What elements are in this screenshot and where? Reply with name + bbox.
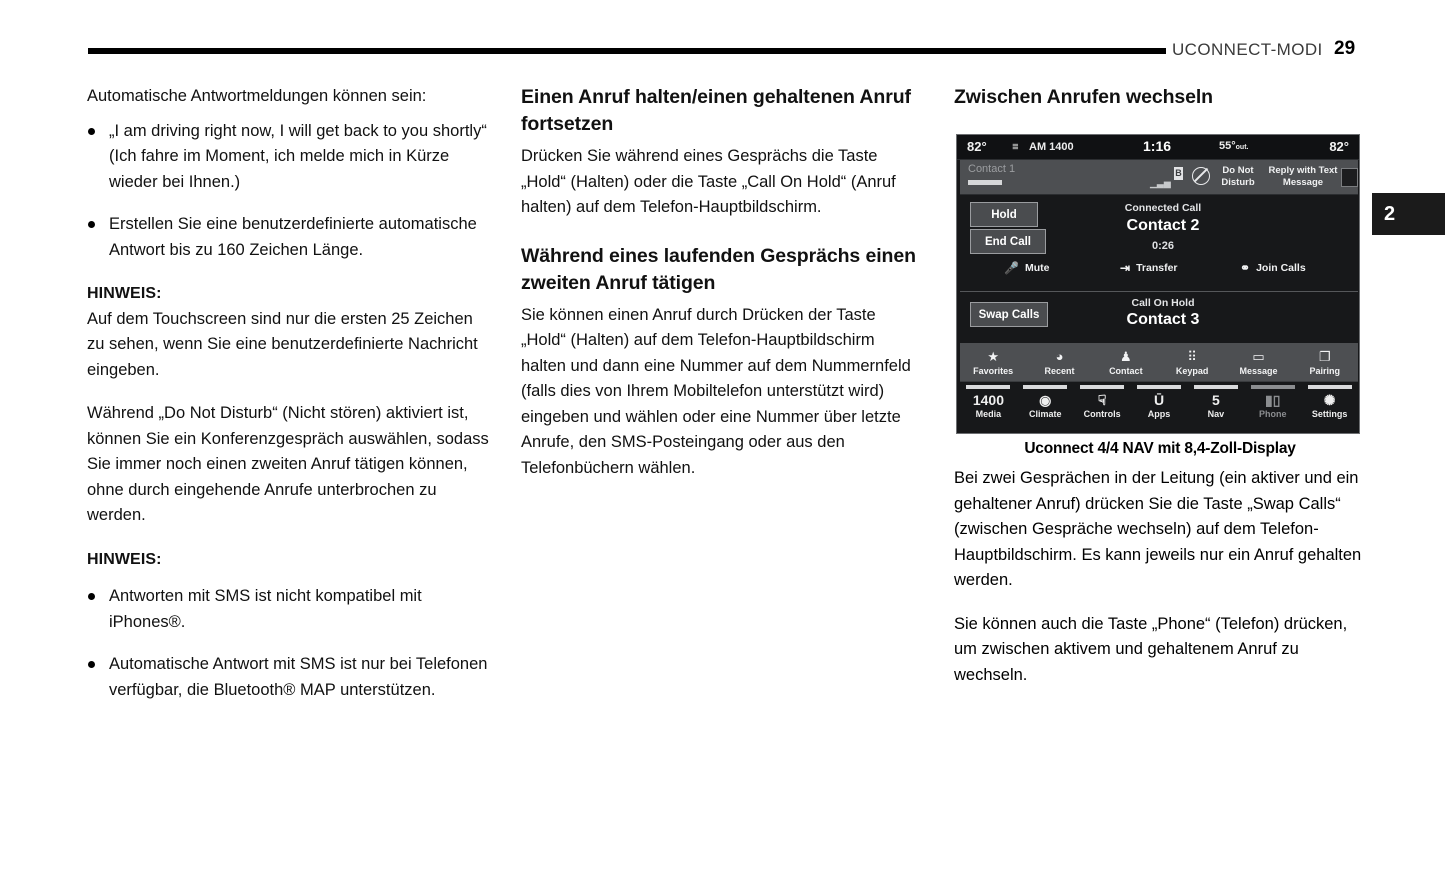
list-item-text: Automatische Antwort mit SMS ist nur bei Telefonen verfügbar, die Bluetooth® MAP unterstützen. [109,655,488,699]
section-heading-second-call: Während eines laufenden Gesprächs einen zweiten Anruf tätigen [521,244,916,294]
mute-label: Mute [1024,262,1050,274]
nav-item-label: Media [975,409,1002,419]
join-calls-label: Join Calls [1256,262,1306,274]
note-label: HINWEIS: [87,285,162,302]
radio-station-label: AM 1400 [1029,141,1074,153]
phone-tab-pairing[interactable] [1292,343,1358,383]
end-call-button[interactable]: End Call [970,229,1046,254]
section-body-hold-call: Drücken Sie während eines Gesprächs die Taste „Hold“ (Halten) oder die Taste „Call On Hold“ (Anruf halten) auf dem Telefon-Hauptbildschirm. [521,147,896,216]
phone-tab-label: Favorites [973,366,1014,376]
person-icon: ♟ [1119,349,1132,364]
uconnect-contact-bar [960,160,1358,195]
bullet-dot-icon [88,661,95,668]
uconnect-status-bar [957,135,1359,160]
section-heading-hold-call: Einen Anruf halten/einen gehaltenen Anruf fortsetzen [521,86,911,135]
list-item [87,119,491,196]
column-3 [954,84,1366,117]
swap-calls-button[interactable]: Swap Calls [970,302,1048,327]
apps-icon: Ū [1153,392,1165,408]
list-item-text: „I am driving right now, I will get back to you shortly“ (Ich fahre im Moment, ich melde mich in Kürze wieder bei Ihnen.) [109,121,487,191]
passenger-temp-readout: 82° [1329,139,1349,154]
column-1 [87,84,491,703]
bullet-dot-icon [88,593,95,600]
nav-item-label: Settings [1311,409,1348,419]
driver-temp-readout: 82° [967,139,987,154]
join-calls-button[interactable] [1240,262,1306,274]
main-nav-row [960,381,1358,430]
nav-item-label: Controls [1083,409,1121,419]
clock-readout: 1:16 [1143,138,1172,154]
nav-item-label: Climate [1029,409,1062,419]
nav-cap [1308,385,1352,389]
incoming-contact-name: Contact 1 [968,163,1016,175]
connected-call-contact-name: Contact 2 [1126,217,1200,234]
mute-button[interactable] [1004,262,1049,274]
page-title: UCONNECT-MODI [1172,40,1323,59]
chapter-tab-number: 2 [1384,202,1396,225]
nav-item-media[interactable] [960,382,1017,430]
connected-call-status-label: Connected Call [1124,202,1202,214]
bullet-dot-icon [88,128,95,135]
nav-item-settings[interactable] [1301,382,1358,430]
list-item [87,584,491,635]
bluetooth-icon: B [1175,168,1182,178]
nav-cap [1194,385,1238,389]
nav-item-label: Apps [1147,409,1171,419]
phone-tab-label: Pairing [1309,366,1341,376]
call-on-hold-contact-name: Contact 3 [1126,311,1200,328]
signal-strength-icon: ▁▃▅ [1150,178,1171,188]
list-item [87,652,491,703]
contact-subtext-bar [968,180,1002,185]
phone-tab-label: Recent [1044,366,1075,376]
auto-reply-bullet-list [87,119,491,264]
bullet-dot-icon [88,221,95,228]
settings-icon: ✺ [1323,392,1336,408]
nav-item-phone[interactable] [1244,382,1301,430]
call-on-hold-status-label: Call On Hold [1131,297,1195,309]
phone-function-row [960,343,1358,383]
connected-call-section [960,196,1358,292]
join-calls-icon: ⚭ [1240,261,1251,275]
nav-item-nav[interactable] [1187,382,1244,430]
phone-tab-message[interactable] [1225,343,1291,383]
phone-tab-contact[interactable] [1093,343,1159,383]
nav-cap [1023,385,1067,389]
mute-icon: 🎤 [1004,261,1019,275]
page-header [0,0,1445,72]
header-rule [88,48,1166,54]
transfer-icon: ⇥ [1120,261,1131,275]
controls-icon: ☟ [1097,392,1107,408]
clock-icon: ◕ [1055,349,1064,364]
section-body-phone-button: Sie können auch die Taste „Phone“ (Telefon) drücken, um zwischen aktivem und gehaltenem Anruf zu wechseln. [954,614,1348,684]
climate-icon: ◉ [1039,392,1052,408]
note-label-2: HINWEIS: [87,550,162,568]
reply-thumbnail-icon [1341,168,1358,187]
uconnect-touchscreen [956,134,1360,434]
sms-compat-bullet-list [87,584,491,703]
hold-button[interactable]: Hold [970,202,1038,227]
phone-tab-recent[interactable] [1026,343,1092,383]
note-body: Auf dem Touchscreen sind nur die ersten 25 Zeichen zu sehen, wenn Sie eine benutzerdefinierte Nachricht eingeben. [87,309,478,379]
chapter-tab [1372,193,1445,235]
do-not-disturb-button[interactable]: Do Not Disturb [1221,165,1255,188]
transfer-label: Transfer [1136,262,1178,274]
section-body-second-call: Sie können einen Anruf durch Drücken der Taste „Hold“ (Halten) auf dem Telefon-Hauptbildschirm halten und dann eine Nummer auf dem Nummernfeld (falls dies von Ihrem Mobiltelefon unterstützt wird) eingeben und wählen oder eine Nummer über letzte Anrufe, den SMS-Posteingang oder aus den Telefonbüchern wählen. [521,305,911,477]
figure-caption: Uconnect 4/4 NAV mit 8,4-Zoll-Display [1024,440,1296,457]
spacer [87,572,491,584]
list-item-text: Antworten mit SMS ist nicht kompatibel mit iPhones®. [109,587,422,631]
uconnect-screen-figure [956,134,1360,434]
phone-tab-label: Contact [1109,366,1143,376]
star-icon: ★ [987,349,999,364]
transfer-button[interactable] [1120,262,1178,274]
outside-temp-value: 55° [1219,140,1236,152]
nav-cap [966,385,1010,389]
phone-tab-label: Message [1239,366,1278,376]
nav-item-climate[interactable] [1017,382,1074,430]
nav-item-label: Phone [1258,409,1287,419]
column-2 [521,84,921,499]
outside-temp-suffix: out. [1235,144,1249,151]
nav-cap [1080,385,1124,389]
outside-temp-readout [1219,140,1248,152]
phone-tab-label: Keypad [1175,366,1209,376]
list-item-text: Erstellen Sie eine benutzerdefinierte automatische Antwort bis zu 160 Zeichen Länge. [109,215,477,259]
keypad-icon: ⠿ [1187,349,1197,364]
media-icon: 1400 [972,392,1004,408]
nav-cap [1137,385,1181,389]
connected-call-duration: 0:26 [1151,240,1175,252]
nav-item-label: Nav [1207,409,1225,419]
call-on-hold-section [960,292,1358,343]
list-item [87,212,491,263]
radio-icon: ≣ [1012,142,1019,151]
section-body-swap-calls: Bei zwei Gesprächen in der Leitung (ein aktiver und ein gehaltener Anruf) drücken Sie die Taste „Swap Calls“ (zwischen Gespräche wechseln) auf dem Telefon-Hauptbildschirm. Es kann jeweils nur ein Anruf gehalten werden. [954,469,1362,589]
nav-cap [1251,385,1295,389]
note-body-secondary: Während „Do Not Disturb“ (Nicht stören) aktiviert ist, können Sie ein Konferenzgespräch auswählen, sodass Sie immer noch einen zweiten Anruf tätigen können, ohne durch eingehende Anrufe unterbrochen zu werden. [87,404,489,524]
nav-item-controls[interactable] [1074,382,1131,430]
intro-paragraph: Automatische Antwortmeldungen können sein: [87,87,427,105]
section-heading-swap-calls: Zwischen Anrufen wechseln [954,86,1213,108]
page-number: 29 [1334,38,1356,59]
phone-icon: ▮▯ [1265,392,1281,408]
nav-icon: 5 [1211,392,1220,408]
do-not-disturb-icon[interactable] [1192,167,1210,185]
spacer [87,263,491,281]
reply-with-text-message-button[interactable]: Reply with Text Message [1268,165,1338,188]
phone-tab-keypad[interactable] [1159,343,1225,383]
nav-item-apps[interactable] [1131,382,1188,430]
pairing-icon: ❐ [1318,349,1331,364]
phone-tab-favorites[interactable] [960,343,1026,383]
column-3-body [954,466,1366,706]
message-icon: ▭ [1252,349,1265,364]
